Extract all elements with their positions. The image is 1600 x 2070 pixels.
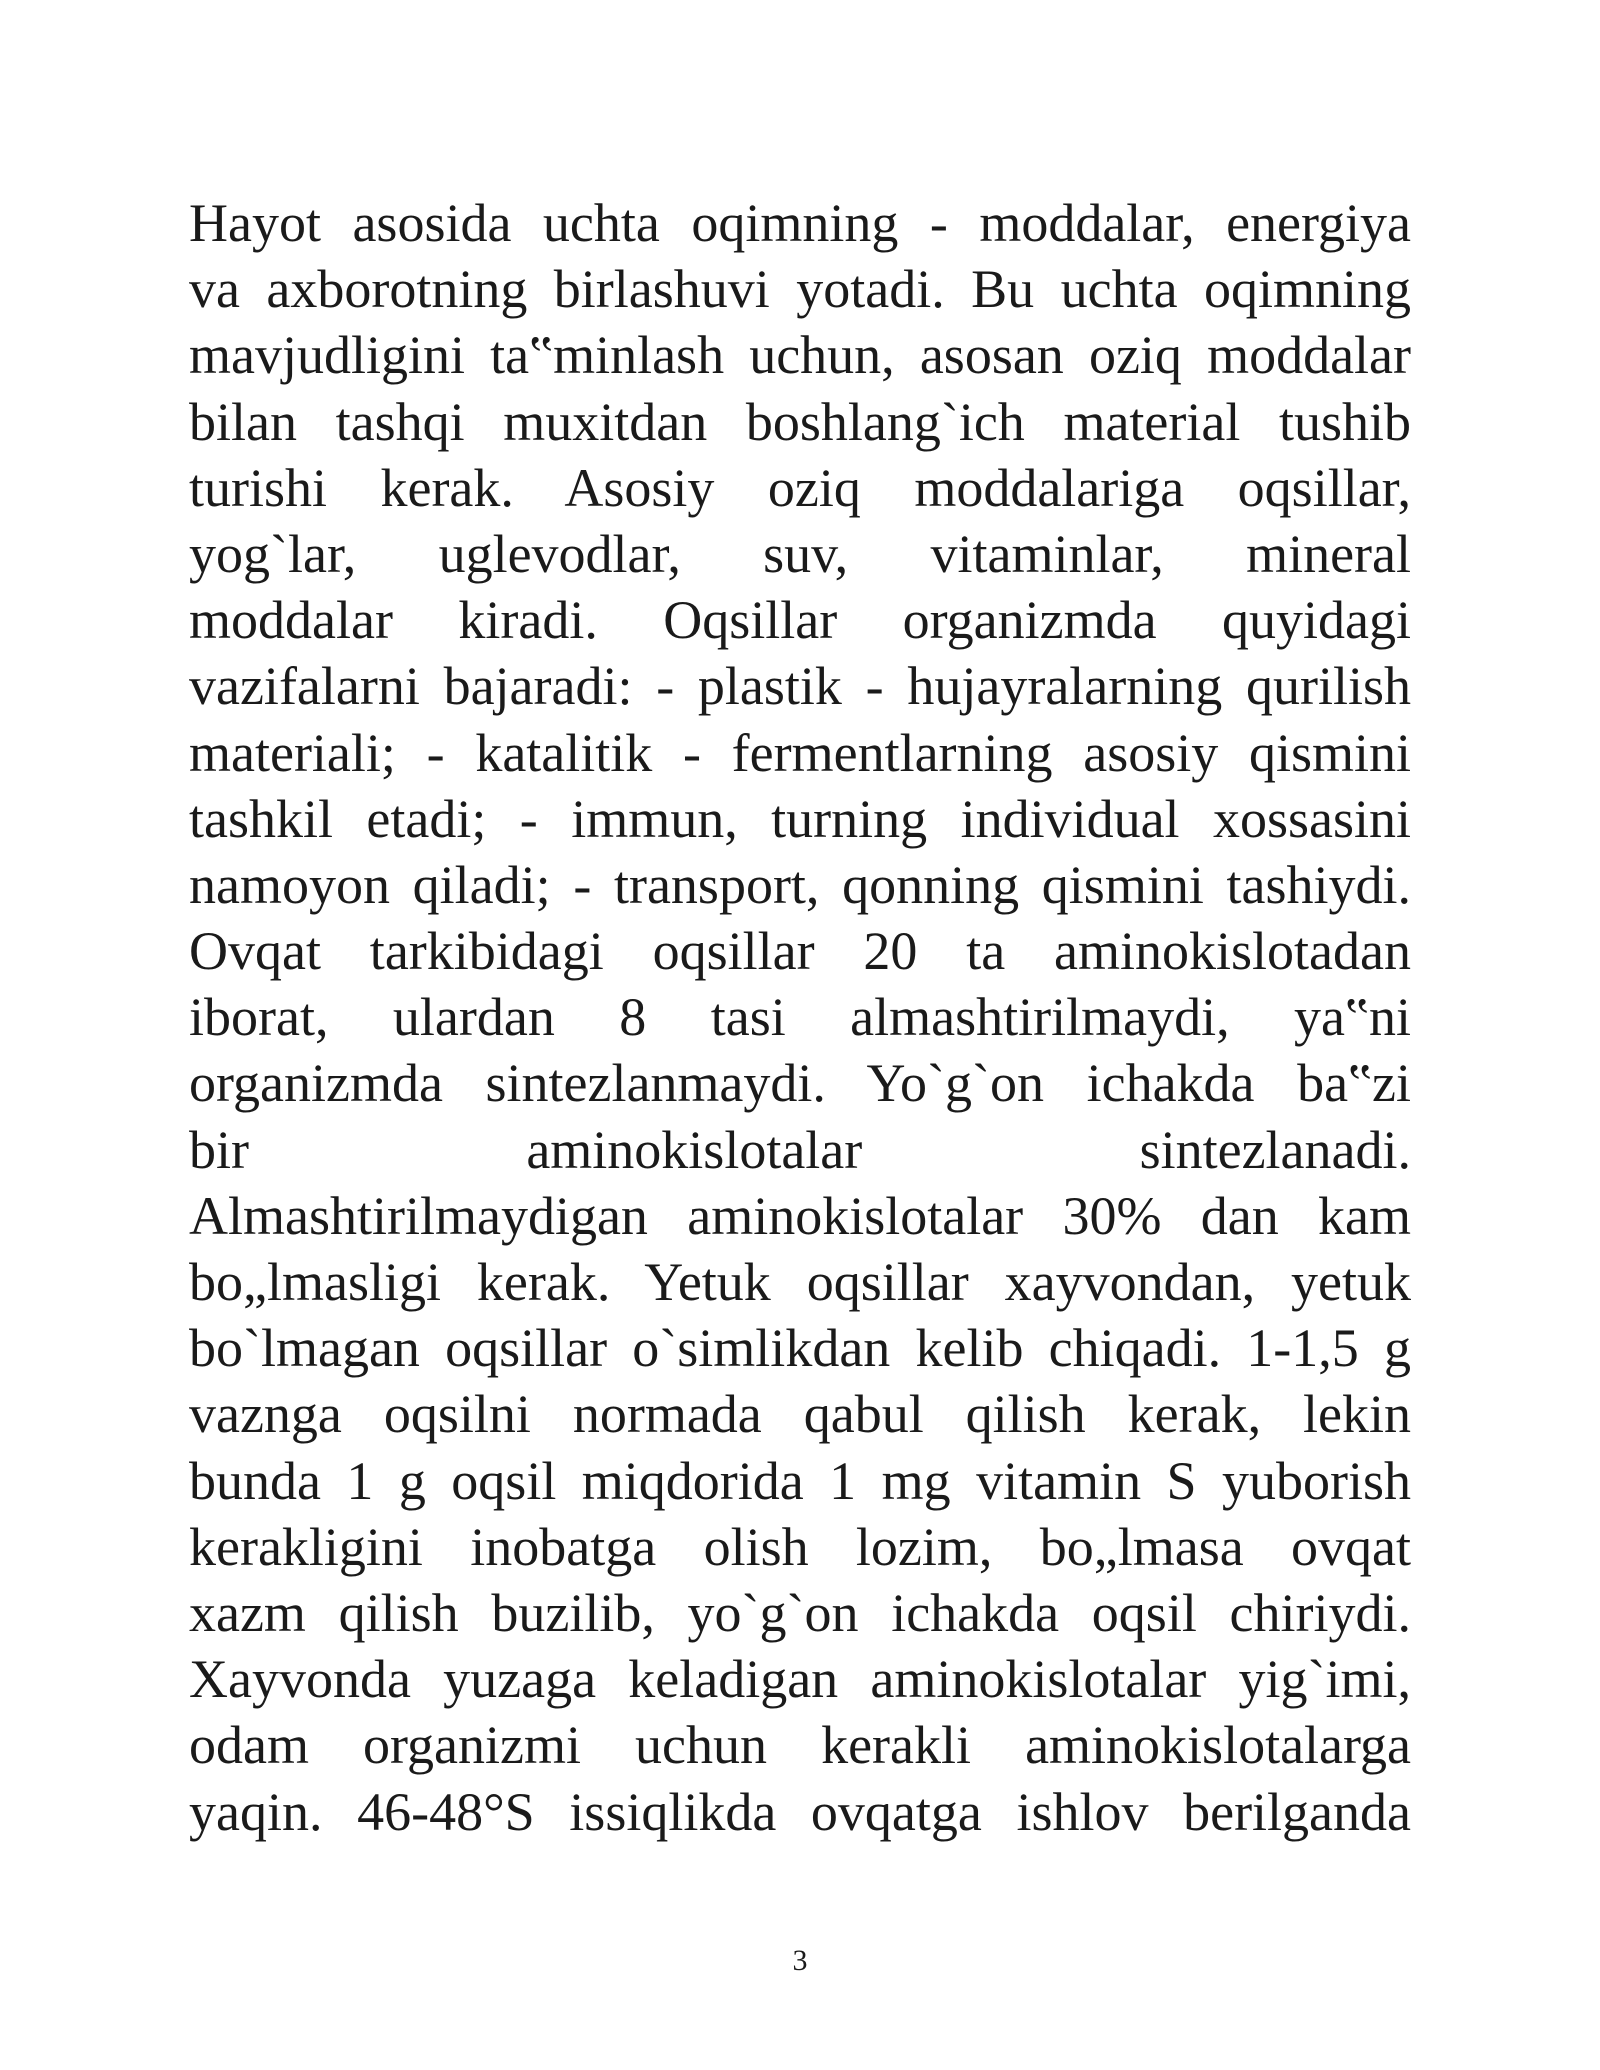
text-line: vazifalarni bajaradi: - plastik - hujayralarning qurilish (189, 656, 1411, 717)
text-line: xazm qilish buzilib, yo`g`on ichakda oqsil chiriydi. (189, 1582, 1411, 1643)
text-line: materiali; - katalitik - fermentlarning asosiy qismini (189, 722, 1411, 783)
text-line: Almashtirilmaydigan aminokislotalar 30% dan kam (189, 1185, 1411, 1246)
page-number: 3 (792, 1944, 808, 1977)
text-line: kerakligini inobatga olish lozim, bo„lmasa ovqat (189, 1516, 1411, 1577)
text-line: bilan tashqi muxitdan boshlang`ich material tushib (189, 391, 1411, 452)
text-line: yaqin. 46-48°S issiqlikda ovqatga ishlov berilganda (189, 1781, 1411, 1842)
text-line: bunda 1 g oqsil miqdorida 1 mg vitamin S yuborish (189, 1450, 1411, 1511)
text-line: mavjudligini ta‟minlash uchun, asosan oziq moddalar (189, 325, 1411, 386)
text-line: turishi kerak. Asosiy oziq moddalariga oqsillar, (189, 457, 1411, 518)
text-line: Hayot asosida uchta oqimning - moddalar, energiya (189, 193, 1411, 253)
text-line: organizmda sintezlanmaydi. Yo`g`on ichakda ba‟zi (189, 1053, 1411, 1114)
text-line: moddalar kiradi. Oqsillar organizmda quyidagi (189, 590, 1411, 651)
text-line: odam organizmi uchun kerakli aminokislotalarga (189, 1715, 1411, 1776)
text-line: bo„lmasligi kerak. Yetuk oqsillar xayvondan, yetuk (189, 1252, 1411, 1312)
text-line: yog`lar, uglevodlar, suv, vitaminlar, mineral (189, 523, 1411, 584)
text-line: Xayvonda yuzaga keladigan aminokislotalar yig`imi, (189, 1649, 1411, 1710)
text-line: iborat, ulardan 8 tasi almashtirilmaydi, ya‟ni (189, 987, 1411, 1048)
text-line: tashkil etadi; - immun, turning individual xossasini (189, 788, 1411, 849)
body-text (189, 190, 1411, 1845)
text-line: vaznga oqsilni normada qabul qilish kerak, lekin (189, 1384, 1411, 1445)
text-line: bir aminokislotalar sintezlanadi. (189, 1119, 1411, 1180)
text-line: bo`lmagan oqsillar o`simlikdan kelib chiqadi. 1-1,5 g (189, 1318, 1411, 1379)
text-line: va axborotning birlashuvi yotadi. Bu uchta oqimning (189, 259, 1411, 320)
text-line: Ovqat tarkibidagi oqsillar 20 ta aminokislotadan (189, 921, 1411, 982)
text-line: namoyon qiladi; - transport, qonning qismini tashiydi. (189, 854, 1411, 915)
